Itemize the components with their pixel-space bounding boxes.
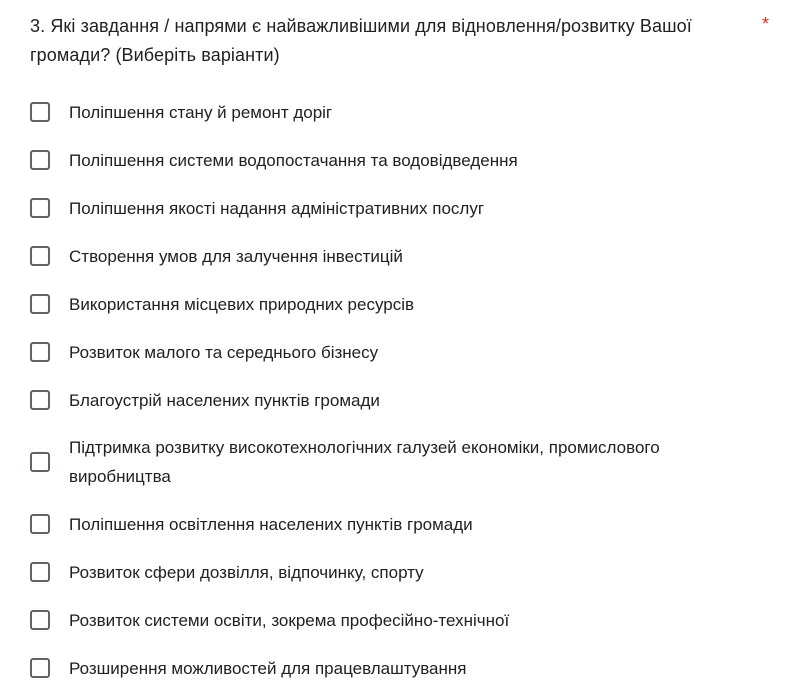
option-label: Поліпшення освітлення населених пунктів громади [69, 514, 473, 534]
option-water-supply[interactable] [0, 136, 800, 184]
option-label: Розвиток системи освіти, зокрема професійно-технічної [69, 610, 510, 630]
option-label: Розширення можливостей для працевлаштування [69, 658, 467, 678]
option-high-tech[interactable] [0, 424, 800, 500]
option-employment[interactable] [0, 644, 800, 692]
option-label: Використання місцевих природних ресурсів [69, 294, 415, 314]
option-label: Благоустрій населених пунктів громади [69, 390, 380, 410]
option-natural-resources[interactable] [0, 280, 800, 328]
option-label: Поліпшення системи водопостачання та водовідведення [69, 150, 518, 170]
checkbox-options-list [0, 88, 800, 692]
option-lighting[interactable] [0, 500, 800, 548]
option-roads[interactable] [0, 88, 800, 136]
question-title: 3. Які завдання / напрями є найважливішими для відновлення/розвитку Вашої громади? (Виберіть варіанти) [30, 16, 692, 65]
checkbox-icon[interactable] [30, 246, 50, 266]
checkbox-icon[interactable] [30, 452, 50, 472]
option-label: Поліпшення якості надання адміністративних послуг [69, 198, 485, 218]
option-leisure-sports[interactable] [0, 548, 800, 596]
checkbox-icon[interactable] [30, 514, 50, 534]
checkbox-icon[interactable] [30, 150, 50, 170]
option-label: Підтримка розвитку високотехнологічних галузей економіки, промислового виробництва [69, 438, 660, 486]
checkbox-icon[interactable] [30, 562, 50, 582]
option-label: Поліпшення стану й ремонт доріг [69, 102, 333, 122]
option-admin-services[interactable] [0, 184, 800, 232]
checkbox-icon[interactable] [30, 294, 50, 314]
option-label: Створення умов для залучення інвестицій [69, 246, 403, 266]
option-education[interactable] [0, 596, 800, 644]
option-investments[interactable] [0, 232, 800, 280]
checkbox-icon[interactable] [30, 390, 50, 410]
checkbox-icon[interactable] [30, 198, 50, 218]
option-label: Розвиток малого та середнього бізнесу [69, 342, 379, 362]
option-label: Розвиток сфери дозвілля, відпочинку, спорту [69, 562, 424, 582]
required-asterisk: * [762, 14, 770, 34]
checkbox-icon[interactable] [30, 610, 50, 630]
option-improvement[interactable] [0, 376, 800, 424]
checkbox-icon[interactable] [30, 658, 50, 678]
option-small-business[interactable] [0, 328, 800, 376]
checkbox-icon[interactable] [30, 342, 50, 362]
checkbox-icon[interactable] [30, 102, 50, 122]
question-block [30, 12, 730, 70]
